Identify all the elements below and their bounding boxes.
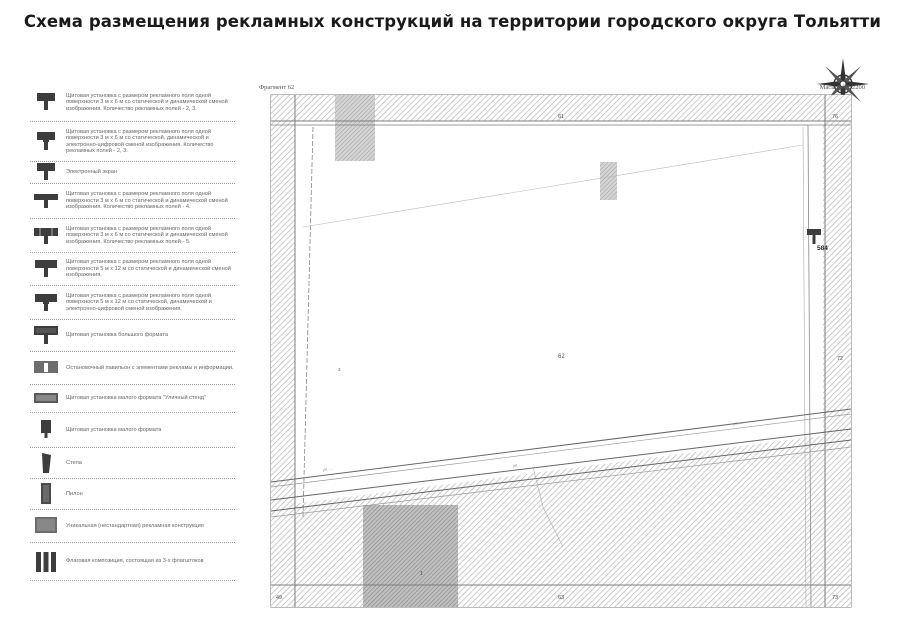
legend-text: Щитовая установка с размером рекламного поля одной поверхности 5 м х 12 м со статической, динамической и электронно-цифровой сменой изображения. (66, 292, 212, 312)
stele-icon (30, 451, 62, 475)
legend-text: Щитовая установка с размером рекламного поля одной поверхности 5 м х 12 м со статической и динамической сменой изображения. (66, 259, 231, 279)
pylon-icon (30, 482, 62, 506)
billboard-3x6-four-fields-icon (30, 189, 62, 213)
billboard-5x12-digital-icon (30, 291, 62, 315)
legend-text: Щитовая установка с размером рекламного поля одной поверхности 3 м х 6 м со статической и динамической сменой изображения. Количество рекламных полей - 5. (66, 225, 228, 245)
neighbor-label-right: 72 (837, 356, 844, 362)
legend-text: Уникальная (нестандартная) рекламная конструкция (66, 522, 204, 529)
legend-item (30, 448, 235, 479)
large-format-billboard-icon (30, 324, 62, 348)
legend-text: Щитовая установка большого формата (66, 332, 168, 339)
marker-label: 584 (817, 245, 828, 252)
neighbor-label-bottom: 63 (558, 595, 565, 601)
unique-structure-icon (30, 514, 62, 538)
legend-item (30, 184, 235, 219)
small-marker-label: 1 (420, 571, 423, 577)
building-2 (600, 162, 617, 200)
legend-item (30, 286, 235, 320)
neighbor-label-bottom-right: 73 (832, 595, 839, 601)
building-1 (335, 95, 375, 161)
legend-item (30, 219, 235, 253)
neighbor-label-top-right: 76 (832, 114, 839, 120)
small-format-billboard-icon (30, 418, 62, 442)
legend-text: Щитовая установка малого формата (66, 426, 162, 433)
legend (30, 84, 235, 581)
street-label-3: ул. ... (732, 419, 743, 426)
legend-item (30, 352, 235, 385)
legend-item (30, 479, 235, 510)
neighbor-label-top: 61 (558, 114, 565, 120)
legend-item (30, 510, 235, 543)
legend-item (30, 84, 235, 122)
page-title: Схема размещения рекламных конструкций на территории городского округа Тольятти (23, 12, 882, 31)
map-canvas[interactable] (263, 87, 861, 615)
fragment-center-label: 62 (558, 354, 565, 360)
legend-text: Пилон (66, 490, 83, 497)
billboard-3x6-five-fields-icon (30, 224, 62, 248)
bus-stop-pavilion-icon (30, 356, 62, 380)
legend-text: Щитовая установка с размером рекламного поля одной поверхности 3 м х 6 м со статической, динамической и электронно-цифровой сменой изображения. Количество рекламных полей - 2, 3. (66, 128, 214, 154)
legend-item (30, 122, 235, 162)
billboard-5x12-static-icon (30, 257, 62, 281)
legend-text: Щитовая установка с размером рекламного поля одной поверхности 3 м х 6 м со статической и динамической сменой изображения. Количество рекламных полей - 4. (66, 191, 228, 211)
legend-item (30, 162, 235, 184)
neighbor-label-left: 3 (338, 367, 341, 372)
legend-text: Стела (66, 459, 82, 466)
legend-text: Электронный экран (66, 169, 117, 176)
legend-item (30, 253, 235, 286)
billboard-3x6-digital-icon (30, 130, 62, 154)
legend-item (30, 320, 235, 352)
street-stand-icon (30, 387, 62, 411)
electronic-screen-icon (30, 161, 62, 185)
billboard-3x6-static-icon (30, 91, 62, 115)
fragment-label: Фрагмент 62 (259, 84, 295, 91)
flag-composition-icon (30, 550, 62, 574)
building-3 (363, 505, 458, 607)
legend-text: Остановочный павильон с элементами рекламы и информации. (66, 364, 234, 371)
street-label-1: ул. ... (322, 465, 333, 472)
legend-item (30, 543, 235, 581)
map-fragment[interactable] (259, 84, 865, 615)
legend-text: Флаговая композиция, состоящая из 3-х флагштоков (66, 558, 204, 565)
street-label-2: ул. ... (512, 461, 523, 468)
legend-text: Щитовая установка малого формата "Уличный стенд" (66, 395, 206, 402)
neighbor-label-bottom-left: 49 (276, 595, 283, 601)
legend-text: Щитовая установка с размером рекламного поля одной поверхности 3 м х 6 м со статической и динамической сменой изображения. Количество рекламных полей - 2, 3. (66, 92, 228, 112)
legend-item (30, 385, 235, 413)
legend-item (30, 413, 235, 448)
scale-label: Масштаб 1:2200 (819, 84, 865, 91)
